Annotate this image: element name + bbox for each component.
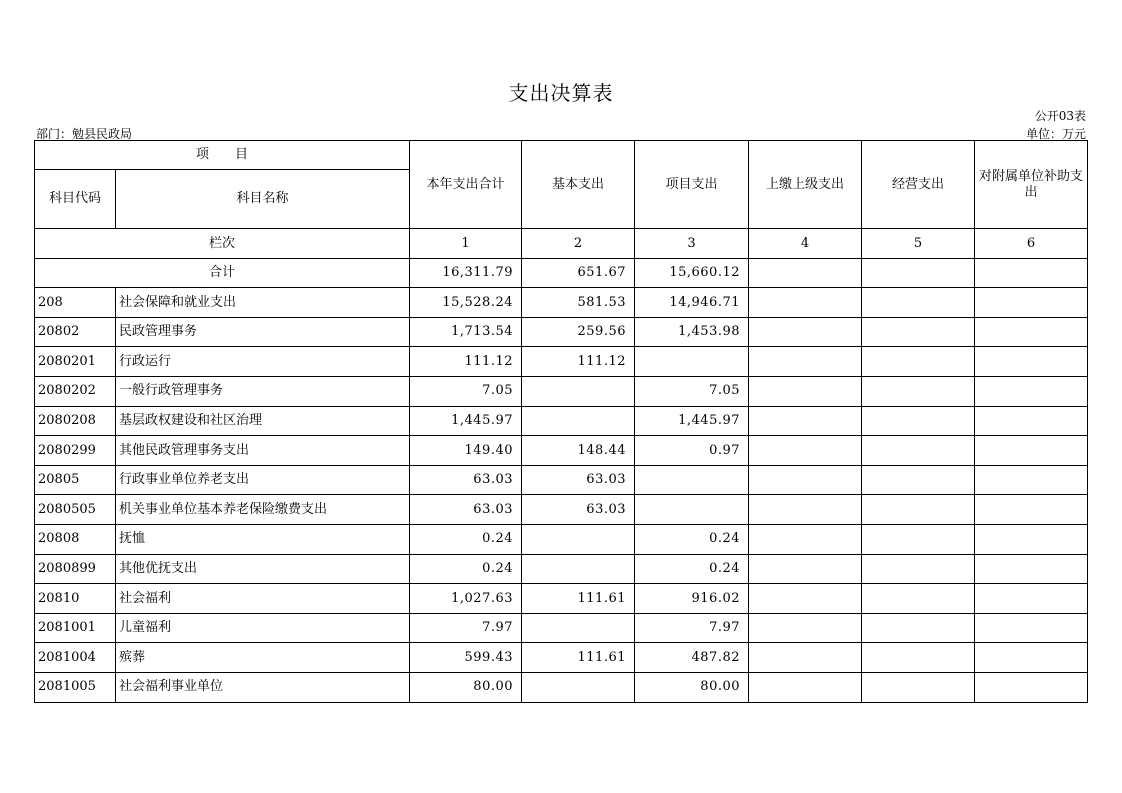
row-subsidy — [975, 406, 1088, 436]
row-name: 社会福利事业单位 — [116, 672, 410, 702]
row-business — [862, 317, 975, 347]
row-subsidy — [975, 672, 1088, 702]
row-upper — [749, 465, 862, 495]
row-upper — [749, 317, 862, 347]
row-basic: 111.61 — [522, 643, 635, 673]
index-col: 1 — [410, 229, 522, 259]
row-project: 0.24 — [635, 524, 749, 554]
table-row — [35, 672, 1088, 702]
row-project: 7.97 — [635, 613, 749, 643]
table-row — [35, 554, 1088, 584]
row-total: 111.12 — [410, 347, 522, 377]
row-business — [862, 672, 975, 702]
row-business — [862, 288, 975, 318]
row-name: 抚恤 — [116, 524, 410, 554]
row-upper — [749, 406, 862, 436]
department-label: 部门：勉县民政局 — [36, 127, 133, 141]
table-row — [35, 643, 1088, 673]
header-code: 科目代码 — [35, 170, 116, 229]
row-project — [635, 465, 749, 495]
row-code: 2080202 — [35, 376, 116, 406]
row-project — [635, 347, 749, 377]
row-business — [862, 524, 975, 554]
row-total: 63.03 — [410, 465, 522, 495]
row-total: 7.97 — [410, 613, 522, 643]
table-row — [35, 288, 1088, 318]
row-total: 0.24 — [410, 524, 522, 554]
header-project: 项目支出 — [635, 141, 749, 229]
total-subsidy — [975, 258, 1088, 288]
table-row — [35, 406, 1088, 436]
row-total: 0.24 — [410, 554, 522, 584]
row-basic: 63.03 — [522, 495, 635, 525]
table-row — [35, 584, 1088, 614]
row-project — [635, 495, 749, 525]
row-basic — [522, 524, 635, 554]
total-basic: 651.67 — [522, 258, 635, 288]
row-basic — [522, 554, 635, 584]
row-business — [862, 613, 975, 643]
row-name: 机关事业单位基本养老保险缴费支出 — [116, 495, 410, 525]
row-name: 儿童福利 — [116, 613, 410, 643]
row-name: 社会保障和就业支出 — [116, 288, 410, 318]
row-subsidy — [975, 347, 1088, 377]
row-business — [862, 406, 975, 436]
row-basic: 581.53 — [522, 288, 635, 318]
index-col: 6 — [975, 229, 1088, 259]
row-total: 149.40 — [410, 436, 522, 466]
row-subsidy — [975, 554, 1088, 584]
row-name: 殡葬 — [116, 643, 410, 673]
header-subsidy: 对附属单位补助支出 — [975, 141, 1088, 229]
header-total: 本年支出合计 — [410, 141, 522, 229]
row-subsidy — [975, 643, 1088, 673]
table-row — [35, 376, 1088, 406]
row-code: 20802 — [35, 317, 116, 347]
total-label: 合计 — [35, 258, 410, 288]
row-code: 20810 — [35, 584, 116, 614]
table-row — [35, 436, 1088, 466]
row-business — [862, 376, 975, 406]
row-total: 1,027.63 — [410, 584, 522, 614]
row-code: 2081001 — [35, 613, 116, 643]
row-upper — [749, 495, 862, 525]
index-col: 4 — [749, 229, 862, 259]
table-row — [35, 524, 1088, 554]
row-name: 其他优抚支出 — [116, 554, 410, 584]
index-label: 栏次 — [35, 229, 410, 259]
row-name: 基层政权建设和社区治理 — [116, 406, 410, 436]
row-upper — [749, 554, 862, 584]
row-business — [862, 436, 975, 466]
row-code: 2080201 — [35, 347, 116, 377]
row-subsidy — [975, 465, 1088, 495]
header-name: 科目名称 — [116, 170, 410, 229]
row-name: 行政运行 — [116, 347, 410, 377]
row-total: 80.00 — [410, 672, 522, 702]
row-code: 2080208 — [35, 406, 116, 436]
row-subsidy — [975, 436, 1088, 466]
header-business: 经营支出 — [862, 141, 975, 229]
row-subsidy — [975, 524, 1088, 554]
row-subsidy — [975, 613, 1088, 643]
row-name: 民政管理事务 — [116, 317, 410, 347]
row-subsidy — [975, 288, 1088, 318]
table-row — [35, 465, 1088, 495]
row-code: 20808 — [35, 524, 116, 554]
total-upper — [749, 258, 862, 288]
row-upper — [749, 613, 862, 643]
row-basic — [522, 376, 635, 406]
header-item: 项 目 — [35, 141, 410, 170]
row-subsidy — [975, 584, 1088, 614]
total-project: 15,660.12 — [635, 258, 749, 288]
row-upper — [749, 584, 862, 614]
row-business — [862, 584, 975, 614]
table-row — [35, 613, 1088, 643]
row-code: 2080299 — [35, 436, 116, 466]
row-basic — [522, 672, 635, 702]
row-project: 916.02 — [635, 584, 749, 614]
page-title: 支出决算表 — [508, 81, 614, 105]
row-code: 2080899 — [35, 554, 116, 584]
index-col: 2 — [522, 229, 635, 259]
index-col: 5 — [862, 229, 975, 259]
row-upper — [749, 672, 862, 702]
index-row — [35, 229, 1088, 259]
row-total: 63.03 — [410, 495, 522, 525]
row-name: 一般行政管理事务 — [116, 376, 410, 406]
row-project: 7.05 — [635, 376, 749, 406]
total-business — [862, 258, 975, 288]
row-upper — [749, 436, 862, 466]
row-name: 社会福利 — [116, 584, 410, 614]
row-upper — [749, 524, 862, 554]
row-subsidy — [975, 495, 1088, 525]
unit-label: 单位：万元 — [1025, 127, 1086, 141]
row-project: 80.00 — [635, 672, 749, 702]
header-upper: 上缴上级支出 — [749, 141, 862, 229]
row-code: 208 — [35, 288, 116, 318]
row-project: 0.24 — [635, 554, 749, 584]
row-business — [862, 643, 975, 673]
form-number: 公开03表 — [1034, 109, 1086, 123]
row-total: 15,528.24 — [410, 288, 522, 318]
row-project: 487.82 — [635, 643, 749, 673]
row-code: 2081005 — [35, 672, 116, 702]
table-row — [35, 317, 1088, 347]
index-col: 3 — [635, 229, 749, 259]
row-total: 1,713.54 — [410, 317, 522, 347]
row-subsidy — [975, 376, 1088, 406]
table-row — [35, 495, 1088, 525]
row-subsidy — [975, 317, 1088, 347]
row-business — [862, 347, 975, 377]
row-upper — [749, 376, 862, 406]
row-project: 1,445.97 — [635, 406, 749, 436]
row-total: 7.05 — [410, 376, 522, 406]
row-project: 1,453.98 — [635, 317, 749, 347]
row-name: 行政事业单位养老支出 — [116, 465, 410, 495]
row-basic: 111.61 — [522, 584, 635, 614]
row-upper — [749, 288, 862, 318]
row-upper — [749, 347, 862, 377]
row-code: 2081004 — [35, 643, 116, 673]
total-row — [35, 258, 1088, 288]
row-code: 20805 — [35, 465, 116, 495]
row-name: 其他民政管理事务支出 — [116, 436, 410, 466]
row-code: 2080505 — [35, 495, 116, 525]
row-basic — [522, 613, 635, 643]
row-basic: 63.03 — [522, 465, 635, 495]
row-total: 599.43 — [410, 643, 522, 673]
table-row — [35, 347, 1088, 377]
total-sum: 16,311.79 — [410, 258, 522, 288]
header-basic: 基本支出 — [522, 141, 635, 229]
row-basic: 148.44 — [522, 436, 635, 466]
row-basic — [522, 406, 635, 436]
row-total: 1,445.97 — [410, 406, 522, 436]
row-business — [862, 465, 975, 495]
row-project: 0.97 — [635, 436, 749, 466]
row-upper — [749, 643, 862, 673]
row-project: 14,946.71 — [635, 288, 749, 318]
row-business — [862, 554, 975, 584]
expenditure-table — [34, 140, 1088, 703]
row-basic: 259.56 — [522, 317, 635, 347]
row-business — [862, 495, 975, 525]
row-basic: 111.12 — [522, 347, 635, 377]
